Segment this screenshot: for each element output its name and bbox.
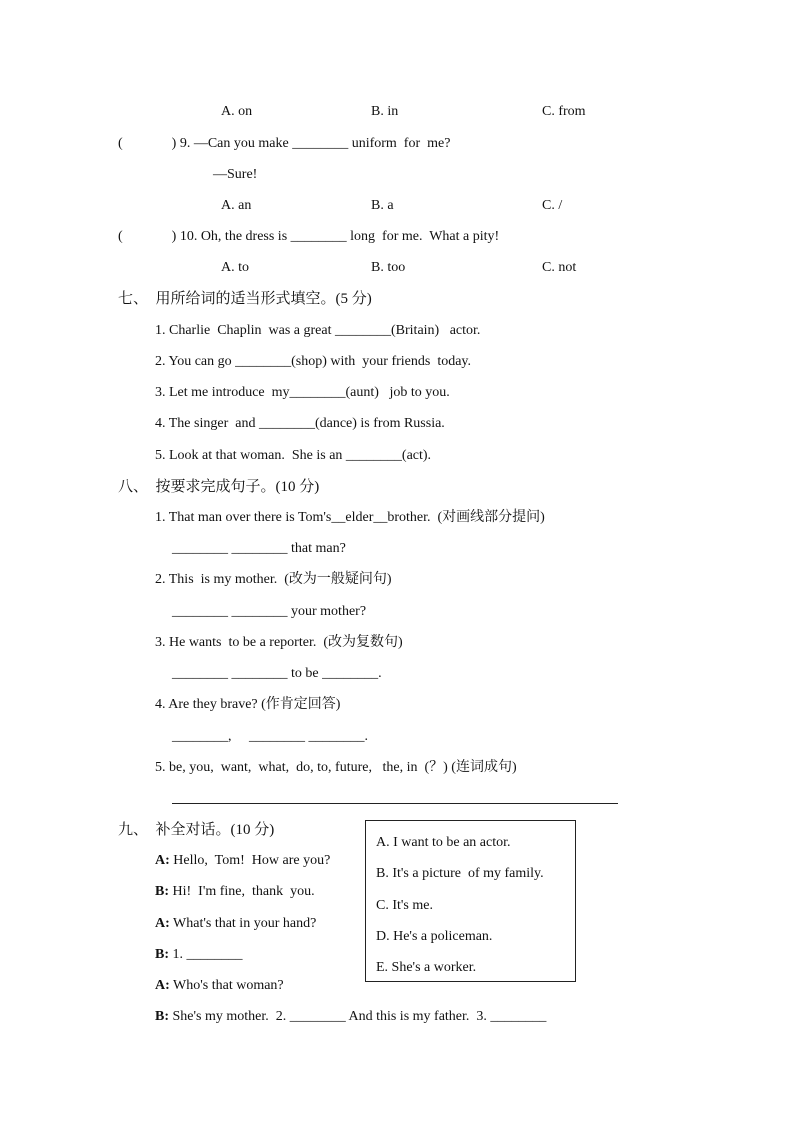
dialogue-line: [155, 1008, 546, 1026]
q10-option-b: B. too: [371, 260, 406, 275]
dialogue-text: Who's that woman?: [169, 978, 284, 993]
dialogue-line: [155, 977, 284, 995]
speaker-label: B:: [155, 947, 169, 962]
speaker-label: B:: [155, 1009, 169, 1024]
dialogue-text: 1. ________: [169, 947, 243, 962]
section8-q2-answer: ________ ________ your mother?: [172, 604, 367, 619]
q10-option-a: A. to: [221, 260, 249, 275]
q8-option-a: A. on: [221, 104, 253, 119]
options-box: [365, 820, 576, 982]
option-item: D. He's a policeman.: [376, 929, 493, 944]
q9-reply: —Sure!: [213, 167, 258, 182]
section8-q2: 2. This is my mother. (改为一般疑问句): [155, 572, 392, 587]
speaker-label: A:: [155, 916, 170, 931]
dialogue-line: [155, 915, 316, 933]
section8-q5: 5. be, you, want, what, do, to, future, the, in (？) (连词成句): [155, 760, 517, 775]
q8-option-b: B. in: [371, 104, 399, 119]
q10-option-c: C. not: [542, 260, 577, 275]
dialogue-text: What's that in your hand?: [169, 916, 317, 931]
section8-q1: 1. That man over there is Tom's__elder__brother. (对画线部分提问): [155, 510, 545, 525]
q10-prompt: ( ) 10. Oh, the dress is ________ long for me. What a pity!: [118, 229, 500, 244]
speaker-label: B:: [155, 884, 169, 899]
option-item: B. It's a picture of my family.: [376, 866, 544, 881]
section8-q4-answer: ________, ________ ________.: [172, 729, 368, 744]
q8-option-c: C. from: [542, 104, 586, 119]
section7-item: 4. The singer and ________(dance) is from Russia.: [155, 416, 445, 431]
section7-item: 5. Look at that woman. She is an ________(act).: [155, 448, 432, 463]
section8-q1-answer: ________ ________ that man?: [172, 541, 346, 556]
option-item: C. It's me.: [376, 898, 433, 913]
section7-item: 1. Charlie Chaplin was a great ________(Britain) actor.: [155, 323, 481, 338]
q9-option-b: B. a: [371, 198, 394, 213]
dialogue-line: [155, 946, 243, 964]
dialogue-text: She's my mother. 2. ________ And this is my father. 3. ________: [169, 1009, 547, 1024]
option-item: A. I want to be an actor.: [376, 835, 511, 850]
dialogue-line: [155, 883, 315, 901]
q9-option-c: C. /: [542, 198, 563, 213]
speaker-label: A:: [155, 978, 170, 993]
q9-option-a: A. an: [221, 198, 252, 213]
dialogue-text: Hi! I'm fine, thank you.: [169, 884, 315, 899]
section8-q3-answer: ________ ________ to be ________.: [172, 666, 382, 681]
dialogue-line: [155, 852, 330, 870]
q9-prompt: ( ) 9. —Can you make ________ uniform for me?: [118, 136, 451, 151]
speaker-label: A:: [155, 853, 170, 868]
answer-line: [172, 803, 618, 804]
section8-q3: 3. He wants to be a reporter. (改为复数句): [155, 635, 403, 650]
section7-item: 3. Let me introduce my________(aunt) job to you.: [155, 385, 450, 400]
section7-title: 七、 用所给词的适当形式填空。(5 分): [118, 291, 372, 307]
option-item: E. She's a worker.: [376, 960, 477, 975]
section8-q4: 4. Are they brave? (作肯定回答): [155, 697, 341, 712]
section8-title: 八、 按要求完成句子。(10 分): [118, 479, 320, 495]
dialogue-text: Hello, Tom! How are you?: [169, 853, 331, 868]
section9-title: 九、 补全对话。(10 分): [118, 822, 275, 838]
section7-item: 2. You can go ________(shop) with your friends today.: [155, 354, 472, 369]
